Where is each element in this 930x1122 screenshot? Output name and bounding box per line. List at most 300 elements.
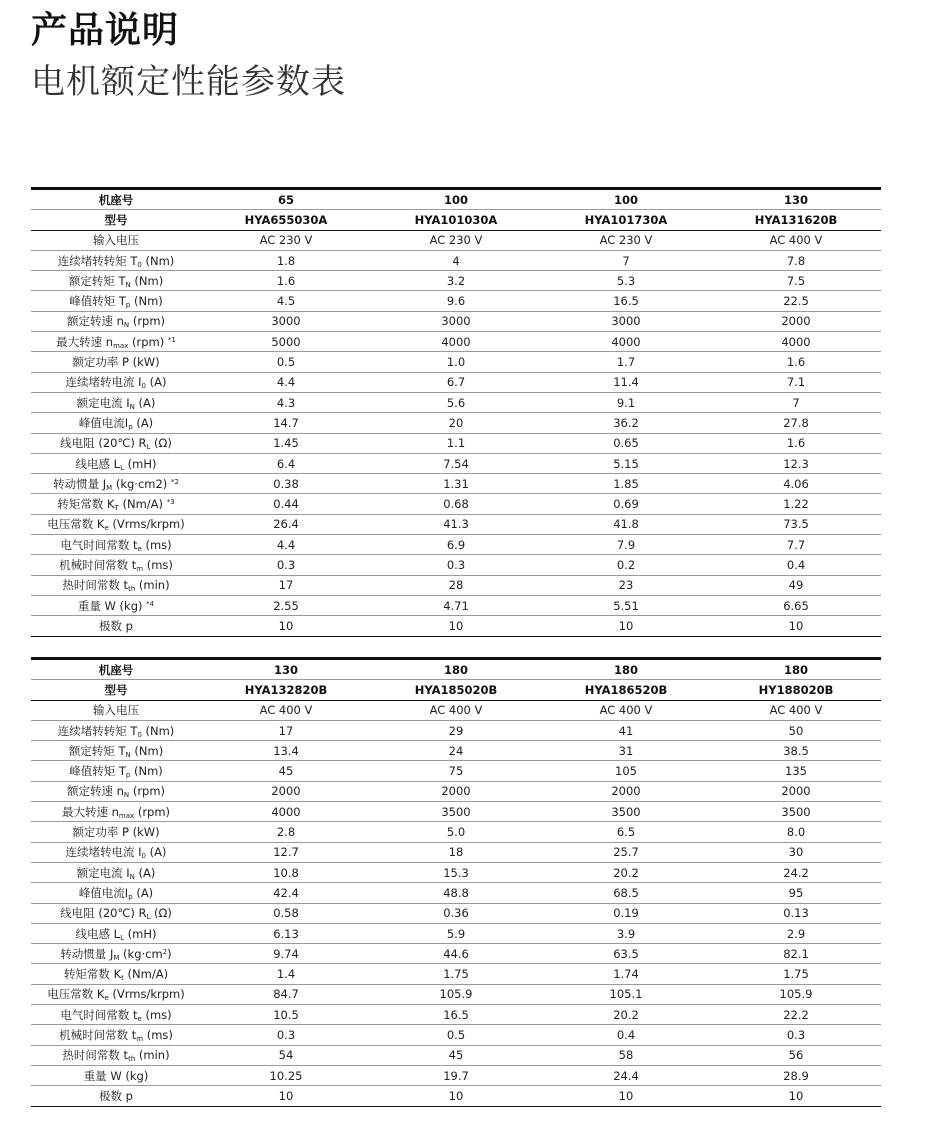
param-name: 线电阻 (20℃) R — [60, 436, 147, 451]
param-name: 机械时间常数 t — [59, 1027, 137, 1042]
table-cell: 17 — [201, 575, 371, 595]
param-subscript: 0 — [141, 382, 146, 391]
param-subscript: max — [118, 811, 135, 820]
table-cell: 4.4 — [201, 372, 371, 392]
param-name: 电气时间常数 t — [60, 1007, 138, 1022]
param-footnote: *3 — [166, 498, 175, 507]
table-row — [31, 352, 881, 372]
param-unit: (Nm) — [130, 294, 163, 309]
param-name: 热时间常数 t — [62, 1048, 129, 1063]
table-cell: 41.3 — [371, 514, 541, 534]
table-cell: 2000 — [201, 781, 371, 801]
param-subscript: 0 — [137, 730, 142, 739]
table-cell: 2.55 — [201, 595, 371, 615]
param-name: 转矩常数 K — [63, 967, 122, 982]
table-cell: 105 — [541, 761, 711, 781]
table-cell: 1.0 — [371, 352, 541, 372]
param-subscript: m — [136, 564, 144, 573]
table-row — [31, 1086, 881, 1106]
param-unit: (Nm/A) — [118, 497, 167, 512]
table-cell: 0.58 — [201, 903, 371, 923]
table-row — [31, 514, 881, 534]
table-cell: 41.8 — [541, 514, 711, 534]
param-name: 额定转速 n — [66, 784, 124, 799]
table-cell: 6.7 — [371, 372, 541, 392]
param-label — [31, 1065, 201, 1085]
table-cell: 0.3 — [711, 1025, 881, 1045]
param-label — [31, 311, 201, 331]
param-unit: (min) — [135, 1048, 170, 1063]
table-cell: 22.5 — [711, 291, 881, 311]
table-cell: 36.2 — [541, 413, 711, 433]
param-label — [31, 842, 201, 862]
table-cell: 5.9 — [371, 923, 541, 943]
param-unit: (min) — [135, 578, 170, 593]
param-subscript: 0 — [137, 260, 142, 269]
table-cell: 84.7 — [201, 984, 371, 1004]
table-cell: 10 — [278, 618, 294, 633]
param-name: 连续堵转转矩 T — [57, 253, 138, 268]
table-cell: 9.1 — [541, 392, 711, 412]
table-cell: 2000 — [371, 781, 541, 801]
table-row — [31, 392, 881, 412]
table-row — [31, 761, 881, 781]
table-cell: 63.5 — [541, 944, 711, 964]
table-cell: 10.25 — [201, 1065, 371, 1085]
table-cell: 6.4 — [201, 453, 371, 473]
table-cell: 0.68 — [371, 494, 541, 514]
param-unit: (ms) — [143, 557, 173, 572]
param-label — [31, 700, 201, 720]
param-subscript: e — [137, 544, 142, 553]
table-cell: 6.13 — [201, 923, 371, 943]
table-cell: AC 400 V — [201, 700, 371, 720]
table-cell: 130 — [711, 189, 881, 210]
param-unit: (rpm) — [134, 804, 171, 819]
param-label — [31, 250, 201, 270]
table-row — [31, 741, 881, 761]
table-cell: 4000 — [711, 332, 881, 352]
table-cell: 16.5 — [541, 291, 711, 311]
param-subscript: th — [128, 585, 136, 594]
table-cell: 1.6 — [201, 271, 371, 291]
table-cell: 7.8 — [711, 250, 881, 270]
param-name: 额定转矩 T — [68, 743, 126, 758]
table-cell: 10 — [448, 1088, 464, 1103]
param-label — [31, 230, 201, 250]
table-row — [31, 923, 881, 943]
param-name: 转动惯量 J — [60, 946, 114, 961]
param-subscript: max — [113, 341, 129, 350]
param-subscript: L — [120, 463, 124, 472]
param-name: 输入电压 — [93, 233, 139, 248]
table-cell: 7.1 — [711, 372, 881, 392]
param-label — [31, 271, 201, 291]
table-row — [31, 291, 881, 311]
param-subscript: N — [125, 750, 131, 759]
table-cell: 3500 — [541, 802, 711, 822]
param-unit: (Ω) — [150, 436, 172, 451]
table-cell: AC 230 V — [201, 230, 371, 250]
table-cell: 4000 — [541, 332, 711, 352]
param-label — [31, 413, 201, 433]
table-cell: 30 — [711, 842, 881, 862]
param-name: 连续堵转电流 I — [65, 375, 142, 390]
table-cell: 180 — [371, 659, 541, 680]
table-cell: 12.3 — [711, 453, 881, 473]
table-cell: 7.5 — [711, 271, 881, 291]
param-unit: (Nm) — [130, 743, 164, 758]
table-cell: 25.7 — [541, 842, 711, 862]
param-subscript: m — [136, 1034, 144, 1043]
table-cell: 18 — [371, 842, 541, 862]
table-cell: 0.36 — [371, 903, 541, 923]
table-cell: AC 400 V — [711, 700, 881, 720]
table-cell: 0.69 — [541, 494, 711, 514]
param-name: 极数 p — [99, 618, 133, 633]
table-cell: 3.9 — [541, 923, 711, 943]
spec-table-1 — [31, 187, 881, 637]
param-name: 额定功率 P (kW) — [72, 355, 160, 370]
param-name: 额定电流 I — [76, 865, 130, 880]
table-cell: 24.2 — [711, 862, 881, 882]
param-label — [31, 494, 201, 514]
table-cell: 45 — [371, 1045, 541, 1065]
param-label — [31, 822, 201, 842]
table-cell: 5.0 — [371, 822, 541, 842]
param-unit: (Nm) — [130, 764, 163, 779]
table-cell: 0.5 — [201, 352, 371, 372]
model-row — [31, 210, 881, 230]
table-cell: 54 — [201, 1045, 371, 1065]
table-cell: 38.5 — [711, 741, 881, 761]
table-cell: AC 230 V — [541, 230, 711, 250]
table-cell: HYA655030A — [201, 210, 371, 230]
table-row — [31, 453, 881, 473]
param-unit: (ms) — [141, 537, 172, 552]
table-cell: 45 — [201, 761, 371, 781]
table-cell: 10 — [618, 618, 634, 633]
param-subscript: L — [146, 913, 151, 922]
table-cell: 1.45 — [201, 433, 371, 453]
table-cell: 1.4 — [201, 964, 371, 984]
table-cell: 4.3 — [201, 392, 371, 412]
table-cell: 17 — [201, 720, 371, 740]
table-cell: 3500 — [371, 802, 541, 822]
param-unit: (A) — [134, 395, 156, 410]
table-cell: 8.0 — [711, 822, 881, 842]
table-row — [31, 944, 881, 964]
table-cell: 1.85 — [541, 474, 711, 494]
table-cell: 0.3 — [371, 555, 541, 575]
model-row — [31, 680, 881, 700]
table-cell: 180 — [711, 659, 881, 680]
table-row — [31, 964, 881, 984]
param-subscript: p — [125, 771, 131, 780]
table-cell: 0.2 — [541, 555, 711, 575]
table-cell: 4000 — [201, 802, 371, 822]
param-unit: (Ω) — [150, 906, 172, 921]
table-cell: 3000 — [371, 311, 541, 331]
table-cell: 10 — [788, 1088, 804, 1103]
param-unit: (kg·cm2) — [112, 476, 171, 491]
param-name: 电压常数 K — [47, 517, 105, 532]
table-row — [31, 494, 881, 514]
table-cell: 26.4 — [201, 514, 371, 534]
table-cell: 75 — [371, 761, 541, 781]
table-cell: 5.15 — [541, 453, 711, 473]
param-unit: (mH) — [123, 926, 157, 941]
table-cell: 7.7 — [711, 535, 881, 555]
table-cell: 1.22 — [711, 494, 881, 514]
table-cell: 29 — [371, 720, 541, 740]
table-cell: AC 400 V — [541, 700, 711, 720]
table-cell: 5.6 — [371, 392, 541, 412]
table-cell: 4 — [371, 250, 541, 270]
param-name: 连续堵转转矩 T — [57, 723, 138, 738]
table-cell: 135 — [711, 761, 881, 781]
param-subscript: N — [125, 280, 131, 289]
param-label — [31, 352, 201, 372]
param-label — [31, 741, 201, 761]
table-cell: 42.4 — [201, 883, 371, 903]
table-row — [31, 1005, 881, 1025]
param-unit: (A) — [146, 375, 167, 390]
table-cell: 10 — [278, 1088, 294, 1103]
param-label — [31, 575, 201, 595]
param-label — [31, 372, 201, 392]
table-cell: HYA185020B — [371, 680, 541, 700]
param-name: 额定转矩 T — [68, 273, 126, 288]
param-unit: (Nm/A) — [123, 967, 169, 982]
table-row — [31, 984, 881, 1004]
param-name: 峰值电流I — [78, 415, 129, 430]
table-cell: 4.06 — [711, 474, 881, 494]
param-name: 连续堵转电流 I — [65, 845, 142, 860]
param-subscript: N — [129, 872, 135, 881]
table-cell: 3000 — [201, 311, 371, 331]
param-label — [31, 964, 201, 984]
param-subscript: T — [114, 504, 119, 513]
table-cell: 3.2 — [371, 271, 541, 291]
table-row — [31, 1065, 881, 1085]
table-row — [31, 883, 881, 903]
row-label: 型号 — [31, 210, 201, 230]
table-row — [31, 372, 881, 392]
table-row — [31, 332, 881, 352]
param-subscript: p — [125, 301, 131, 310]
table-cell: 65 — [201, 189, 371, 210]
param-unit: (ms) — [141, 1007, 172, 1022]
table-cell: 13.4 — [201, 741, 371, 761]
param-name: 峰值转矩 T — [69, 764, 126, 779]
table-cell: 9.6 — [371, 291, 541, 311]
row-label: 型号 — [31, 680, 201, 700]
table-row — [31, 822, 881, 842]
param-label — [31, 474, 201, 494]
param-label — [31, 291, 201, 311]
param-label — [31, 332, 201, 352]
table-cell: 11.4 — [541, 372, 711, 392]
table-cell: 1.6 — [711, 352, 881, 372]
param-unit: (A) — [132, 415, 154, 430]
table-cell: 48.8 — [371, 883, 541, 903]
param-label — [31, 720, 201, 740]
table-cell: 3500 — [711, 802, 881, 822]
param-name: 重量 W (kg) — [77, 598, 147, 613]
table-row — [31, 842, 881, 862]
table-cell: 22.2 — [711, 1005, 881, 1025]
table-cell: 0.13 — [711, 903, 881, 923]
table-row — [31, 413, 881, 433]
param-label — [31, 802, 201, 822]
row-label: 机座号 — [31, 189, 201, 210]
param-subscript: M — [113, 953, 120, 962]
param-subscript: th — [128, 1055, 136, 1064]
table-row — [31, 555, 881, 575]
table-row — [31, 474, 881, 494]
table-cell: HYA101030A — [371, 210, 541, 230]
table-cell: HY188020B — [711, 680, 881, 700]
param-subscript: e — [104, 994, 109, 1003]
param-label — [31, 944, 201, 964]
table-cell: AC 400 V — [711, 230, 881, 250]
param-label — [31, 1045, 201, 1065]
param-footnote: *1 — [167, 335, 176, 344]
table-row — [31, 311, 881, 331]
table-cell: 27.8 — [711, 413, 881, 433]
table-cell: 0.3 — [201, 555, 371, 575]
param-name: 峰值转矩 T — [69, 294, 126, 309]
param-subscript: p — [128, 892, 133, 901]
table-cell: 0.3 — [201, 1025, 371, 1045]
param-footnote: 2 — [162, 947, 168, 956]
table-cell: 28.9 — [711, 1065, 881, 1085]
table-cell: 19.7 — [371, 1065, 541, 1085]
table-cell: 1.31 — [371, 474, 541, 494]
param-name: 线电感 L — [75, 926, 121, 941]
table-cell: 24.4 — [541, 1065, 711, 1085]
table-cell: 0.4 — [711, 555, 881, 575]
param-name: 额定转速 n — [66, 314, 124, 329]
param-footnote: *2 — [170, 477, 179, 486]
table-row — [31, 1025, 881, 1045]
param-name: 额定功率 P (kW) — [72, 825, 160, 840]
param-label — [31, 781, 201, 801]
table-row — [31, 720, 881, 740]
table-cell: 9.74 — [201, 944, 371, 964]
param-unit: (A) — [146, 845, 167, 860]
table-cell: 1.74 — [541, 964, 711, 984]
param-unit: (Vrms/krpm) — [108, 987, 185, 1002]
param-unit: (Nm) — [130, 273, 164, 288]
table-cell: 10 — [448, 618, 464, 633]
param-name: 电压常数 K — [47, 987, 105, 1002]
table-cell: 3000 — [541, 311, 711, 331]
param-name: 最大转速 n — [61, 804, 119, 819]
table-cell: 10 — [788, 618, 804, 633]
param-name: 线电阻 (20℃) R — [60, 906, 147, 921]
table-cell: HYA186520B — [541, 680, 711, 700]
table-cell: 14.7 — [201, 413, 371, 433]
table-cell: 10.8 — [201, 862, 371, 882]
param-label — [31, 862, 201, 882]
param-label — [31, 1005, 201, 1025]
table-row — [31, 535, 881, 555]
table-cell: 82.1 — [711, 944, 881, 964]
param-label — [31, 616, 201, 636]
param-label — [31, 1025, 201, 1045]
table-cell: 1.1 — [371, 433, 541, 453]
table-cell: 10.5 — [201, 1005, 371, 1025]
param-subscript: e — [104, 524, 109, 533]
param-name: 转动惯量 J — [53, 476, 107, 491]
table-cell: 100 — [541, 189, 711, 210]
param-subscript: N — [123, 791, 130, 800]
param-subscript: N — [129, 402, 135, 411]
table-cell: 24 — [371, 741, 541, 761]
table-cell: HYA132820B — [201, 680, 371, 700]
param-label — [31, 984, 201, 1004]
row-label: 机座号 — [31, 659, 201, 680]
table-cell: 50 — [711, 720, 881, 740]
table-cell: 105.1 — [541, 984, 711, 1004]
page-title: 产品说明 — [31, 10, 180, 51]
param-unit: (ms) — [143, 1027, 173, 1042]
param-subscript: e — [137, 1014, 142, 1023]
param-name: 峰值电流I — [78, 885, 129, 900]
table-row — [31, 616, 881, 636]
param-unit: (A) — [134, 865, 156, 880]
spec-table-2 — [31, 657, 881, 1107]
param-name: 重量 W (kg) — [83, 1068, 149, 1083]
table-cell: 2.9 — [711, 923, 881, 943]
param-label — [31, 453, 201, 473]
table-cell: 4000 — [371, 332, 541, 352]
table-row — [31, 781, 881, 801]
table-cell: 4.4 — [201, 535, 371, 555]
table-cell: 0.5 — [371, 1025, 541, 1045]
param-unit: (rpm) — [129, 784, 166, 799]
table-cell: 0.44 — [201, 494, 371, 514]
table-cell: 105.9 — [711, 984, 881, 1004]
table-cell: 20.2 — [541, 862, 711, 882]
param-label — [31, 392, 201, 412]
table-row — [31, 700, 881, 720]
table-cell: 95 — [711, 883, 881, 903]
param-subscript: M — [106, 483, 113, 492]
table-cell: 31 — [541, 741, 711, 761]
table-row — [31, 802, 881, 822]
table-cell: 0.65 — [541, 433, 711, 453]
param-unit: (rpm) — [129, 314, 166, 329]
param-label — [31, 761, 201, 781]
table-cell: HYA101730A — [541, 210, 711, 230]
param-name: 转矩常数 K — [57, 497, 115, 512]
table-cell: 180 — [541, 659, 711, 680]
param-label — [31, 1086, 201, 1106]
table-row — [31, 230, 881, 250]
table-cell: 4.71 — [371, 595, 541, 615]
table-cell: 2.8 — [201, 822, 371, 842]
table-cell: 100 — [371, 189, 541, 210]
table-cell: 7 — [711, 392, 881, 412]
page-subtitle: 电机额定性能参数表 — [31, 62, 346, 102]
table-cell: 7.9 — [541, 535, 711, 555]
param-label — [31, 514, 201, 534]
frame-size-row — [31, 659, 881, 680]
table-cell: 49 — [711, 575, 881, 595]
